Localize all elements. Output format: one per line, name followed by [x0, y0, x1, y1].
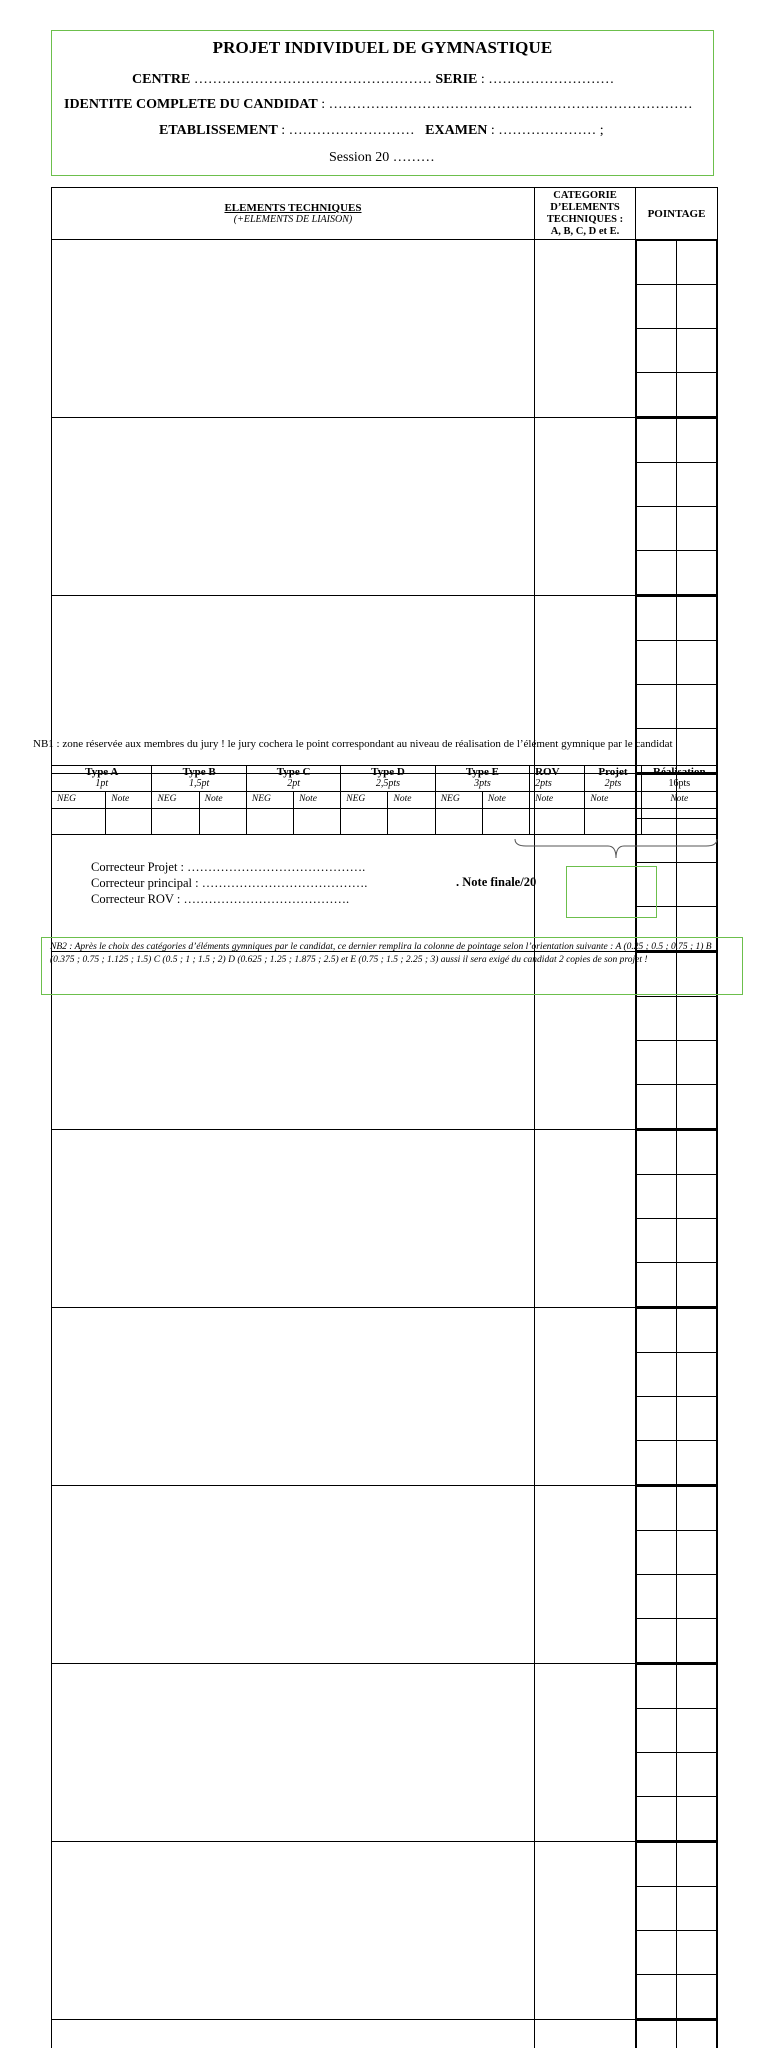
- pointage-checkbox[interactable]: [637, 1575, 677, 1619]
- type-e-neg-cell[interactable]: [435, 808, 482, 834]
- pointage-checkbox[interactable]: [677, 1931, 717, 1975]
- rov-header: ROV 2pts: [530, 766, 585, 792]
- note-finale-label: . Note finale/20: [456, 875, 536, 890]
- projet-header: Projet 2pts: [585, 766, 641, 792]
- pointage-checkbox[interactable]: [637, 1709, 677, 1753]
- pointage-header: POINTAGE: [636, 188, 718, 240]
- pointage-checkbox[interactable]: [637, 641, 677, 685]
- pointage-checkbox[interactable]: [677, 1975, 717, 2019]
- correcteur-projet-line[interactable]: Correcteur Projet : …………………………………….: [91, 860, 365, 875]
- identite-field[interactable]: : ……………………………………………………………………: [321, 97, 692, 112]
- pointage-checkbox[interactable]: [677, 463, 717, 507]
- pointage-checkbox[interactable]: [677, 1397, 717, 1441]
- elements-header: [52, 188, 535, 240]
- pointage-checkbox[interactable]: [677, 1575, 717, 1619]
- pointage-checkbox[interactable]: [637, 463, 677, 507]
- pointage-checkbox[interactable]: [677, 1085, 717, 1129]
- elements-header-sub: (+ELEMENTS DE LIAISON): [52, 214, 534, 225]
- pointage-checkbox[interactable]: [637, 1531, 677, 1575]
- correcteur-principal-line[interactable]: [91, 876, 367, 891]
- pointage-checkbox[interactable]: [637, 1843, 677, 1887]
- categorie-header-line: TECHNIQUES :: [535, 214, 635, 226]
- pointage-checkbox[interactable]: [677, 1353, 717, 1397]
- nb2-box: [41, 937, 743, 995]
- pointage-checkbox[interactable]: [677, 2021, 717, 2048]
- serie-field[interactable]: : ………………………: [481, 72, 614, 87]
- pointage-checkbox[interactable]: [637, 1085, 677, 1129]
- pointage-checkbox[interactable]: [637, 1753, 677, 1797]
- pointage-checkbox[interactable]: [637, 1797, 677, 1841]
- element-cell[interactable]: [52, 240, 535, 418]
- serie-label: SERIE: [435, 72, 477, 87]
- type-a-header: Type A 1pt: [52, 766, 152, 792]
- pointage-checkbox[interactable]: [637, 685, 677, 729]
- element-cell[interactable]: [52, 1308, 535, 1486]
- pointage-checkbox[interactable]: [677, 373, 717, 417]
- categorie-header-line: A, B, C, D et E.: [535, 226, 635, 238]
- pointage-checkbox[interactable]: [637, 1131, 677, 1175]
- type-d-note-label: Note: [388, 792, 435, 808]
- pointage-grid: [636, 1130, 717, 1307]
- categorie-cell[interactable]: [535, 418, 636, 596]
- nb2-note: NB2 : Après le choix des catégories d’éléments gymniques par le candidat, ce dernier remplira la colonne de pointage selon l’orientation suivante : A (0.25 ; 0.5 ; 0.75 ; 1) B (0.375 ; 0.75 ; 1.125 ; 1.5) C (0.5 ; 1 ; 1.5 ; 2) D (0.625 ; 1.25 ; 1.875 ; 2.5) et E (0.75 ; 1.5 ; 2.25 ; 3) aussi il sera exigé du candidat 2 copies de son projet !: [50, 942, 712, 965]
- pointage-checkbox[interactable]: [677, 1263, 717, 1307]
- pointage-checkbox[interactable]: [677, 285, 717, 329]
- pointage-cell: [636, 2020, 718, 2048]
- etablissement-label: ETABLISSEMENT: [159, 123, 278, 138]
- pointage-checkbox[interactable]: [677, 1309, 717, 1353]
- correcteur-principal-label: Correcteur principal: [91, 876, 192, 890]
- pointage-checkbox[interactable]: [637, 1263, 677, 1307]
- pointage-checkbox[interactable]: [677, 1219, 717, 1263]
- pointage-cell: [636, 1130, 718, 1308]
- technical-element-row: [52, 240, 718, 418]
- pointage-checkbox[interactable]: [677, 507, 717, 551]
- type-b-neg-cell[interactable]: [152, 808, 199, 834]
- pointage-cell: [636, 1308, 718, 1486]
- pointage-checkbox[interactable]: [677, 1887, 717, 1931]
- nb1-note: NB1 : zone réservée aux membres du jury ! le jury cochera le point correspondant au niveau de réalisation de l’élément gymnique par le candidat: [33, 738, 673, 750]
- technical-element-row: [52, 1842, 718, 2020]
- type-b-note-cell[interactable]: [199, 808, 246, 834]
- header-box: [51, 30, 714, 176]
- elements-header-label: ELEMENTS TECHNIQUES: [52, 202, 534, 214]
- pointage-checkbox[interactable]: [637, 1309, 677, 1353]
- realisation-note-cell[interactable]: [641, 808, 717, 834]
- pointage-checkbox[interactable]: [677, 1131, 717, 1175]
- realisation-note-label: Note: [641, 792, 717, 808]
- pointage-checkbox[interactable]: [677, 1441, 717, 1485]
- pointage-checkbox[interactable]: [637, 1887, 677, 1931]
- pointage-cell: [636, 418, 718, 596]
- type-d-neg-label: NEG: [341, 792, 388, 808]
- pointage-checkbox[interactable]: [637, 1975, 677, 2019]
- pointage-checkbox[interactable]: [637, 1041, 677, 1085]
- pointage-checkbox[interactable]: [637, 997, 677, 1041]
- pointage-checkbox[interactable]: [637, 507, 677, 551]
- type-c-neg-cell[interactable]: [246, 808, 293, 834]
- examen-field[interactable]: : ………………… ;: [491, 123, 604, 138]
- pointage-cell: [636, 1486, 718, 1664]
- element-cell[interactable]: [52, 2020, 535, 2048]
- pointage-grid: [636, 1308, 717, 1485]
- type-c-neg-label: NEG: [246, 792, 293, 808]
- type-b-note-label: Note: [199, 792, 246, 808]
- pointage-checkbox[interactable]: [677, 641, 717, 685]
- pointage-checkbox[interactable]: [677, 551, 717, 595]
- type-c-header: Type C 2pt: [246, 766, 340, 792]
- type-c-note-label: Note: [294, 792, 341, 808]
- centre-line: [132, 72, 614, 88]
- pointage-checkbox[interactable]: [677, 1665, 717, 1709]
- pointage-checkbox[interactable]: [637, 373, 677, 417]
- technical-element-row: [52, 418, 718, 596]
- pointage-checkbox[interactable]: [677, 329, 717, 373]
- type-e-neg-label: NEG: [435, 792, 482, 808]
- pointage-checkbox[interactable]: [637, 597, 677, 641]
- pointage-checkbox[interactable]: [637, 285, 677, 329]
- type-c-note-cell[interactable]: [294, 808, 341, 834]
- categorie-cell[interactable]: [535, 1130, 636, 1308]
- pointage-checkbox[interactable]: [677, 1487, 717, 1531]
- element-cell[interactable]: [52, 418, 535, 596]
- type-a-neg-label: NEG: [52, 792, 106, 808]
- type-b-header: Type B 1,5pt: [152, 766, 246, 792]
- pointage-grid: [636, 1486, 717, 1663]
- element-cell[interactable]: [52, 1486, 535, 1664]
- pointage-checkbox[interactable]: [677, 1797, 717, 1841]
- pointage-checkbox[interactable]: [677, 685, 717, 729]
- categorie-header-line: D’ELEMENTS: [535, 202, 635, 214]
- identite-label: IDENTITE COMPLETE DU CANDIDAT: [64, 97, 318, 112]
- pointage-checkbox[interactable]: [677, 1753, 717, 1797]
- technical-element-row: [52, 1130, 718, 1308]
- pointage-checkbox[interactable]: [637, 1397, 677, 1441]
- correcteur-rov-line[interactable]: Correcteur ROV : ………………………………….: [91, 892, 349, 907]
- pointage-cell: [636, 1664, 718, 1842]
- etablissement-field[interactable]: : ………………………: [281, 123, 414, 138]
- pointage-checkbox[interactable]: [677, 241, 717, 285]
- pointage-grid: [636, 418, 717, 595]
- technical-element-row: [52, 2020, 718, 2048]
- element-cell[interactable]: [52, 1130, 535, 1308]
- rov-note-cell[interactable]: [530, 808, 585, 834]
- pointage-checkbox[interactable]: [677, 997, 717, 1041]
- pointage-checkbox[interactable]: [637, 2021, 677, 2048]
- pointage-checkbox[interactable]: [637, 329, 677, 373]
- categorie-header: [535, 188, 636, 240]
- projet-note-label: Note: [585, 792, 641, 808]
- pointage-checkbox[interactable]: [677, 419, 717, 463]
- centre-label: CENTRE: [132, 72, 190, 87]
- examen-label: EXAMEN: [425, 123, 487, 138]
- type-e-note-label: Note: [482, 792, 529, 808]
- pointage-checkbox[interactable]: [637, 241, 677, 285]
- categorie-cell[interactable]: [535, 1664, 636, 1842]
- identite-line: [64, 97, 693, 113]
- pointage-grid: [636, 1842, 717, 2019]
- pointage-checkbox[interactable]: [677, 1619, 717, 1663]
- pointage-checkbox[interactable]: [637, 1487, 677, 1531]
- etablissement-line: [159, 123, 604, 139]
- pointage-checkbox[interactable]: [637, 1175, 677, 1219]
- technical-element-row: [52, 1664, 718, 1842]
- correcteur-principal-field[interactable]: : ………………………………….: [192, 876, 367, 890]
- type-a-neg-cell[interactable]: [52, 808, 106, 834]
- technical-elements-table: [51, 187, 718, 2048]
- pointage-checkbox[interactable]: [637, 1931, 677, 1975]
- pointage-grid: [636, 1664, 717, 1841]
- pointage-cell: [636, 1842, 718, 2020]
- categorie-cell[interactable]: [535, 1308, 636, 1486]
- session-field[interactable]: ………: [393, 150, 435, 165]
- realisation-header: Réalisation 16pts: [641, 766, 717, 792]
- type-a-note-label: Note: [106, 792, 152, 808]
- type-d-header: Type D 2,5pts: [341, 766, 435, 792]
- pointage-checkbox[interactable]: [677, 1175, 717, 1219]
- pointage-grid: [636, 240, 717, 417]
- session-label: Session 20: [329, 150, 389, 165]
- technical-element-row: [52, 1486, 718, 1664]
- pointage-checkbox[interactable]: [637, 419, 677, 463]
- pointage-checkbox[interactable]: [637, 1219, 677, 1263]
- session-line: [329, 150, 435, 166]
- pointage-checkbox[interactable]: [677, 863, 717, 907]
- projet-note-cell[interactable]: [585, 808, 641, 834]
- pointage-checkbox[interactable]: [677, 597, 717, 641]
- type-d-neg-cell[interactable]: [341, 808, 388, 834]
- technical-element-row: [52, 1308, 718, 1486]
- pointage-checkbox[interactable]: [637, 1665, 677, 1709]
- categorie-header-line: CATEGORIE: [535, 190, 635, 202]
- rov-note-label: Note: [530, 792, 585, 808]
- categorie-cell[interactable]: [535, 240, 636, 418]
- type-b-neg-label: NEG: [152, 792, 199, 808]
- type-e-header: Type E 3pts: [435, 766, 529, 792]
- note-finale-box[interactable]: [566, 866, 657, 918]
- type-d-note-cell[interactable]: [388, 808, 435, 834]
- pointage-cell: [636, 240, 718, 418]
- pointage-checkbox[interactable]: [677, 1843, 717, 1887]
- categorie-cell[interactable]: [535, 1486, 636, 1664]
- pointage-checkbox[interactable]: [637, 551, 677, 595]
- type-e-note-cell[interactable]: [482, 808, 529, 834]
- pointage-checkbox[interactable]: [637, 1353, 677, 1397]
- pointage-checkbox[interactable]: [637, 1441, 677, 1485]
- pointage-checkbox[interactable]: [677, 1041, 717, 1085]
- element-cell[interactable]: [52, 1842, 535, 2020]
- element-cell[interactable]: [52, 1664, 535, 1842]
- pointage-checkbox[interactable]: [677, 1531, 717, 1575]
- pointage-checkbox[interactable]: [677, 1709, 717, 1753]
- categorie-cell[interactable]: [535, 1842, 636, 2020]
- type-a-note-cell[interactable]: [106, 808, 152, 834]
- centre-field[interactable]: ……………………………………………: [194, 72, 432, 87]
- pointage-checkbox[interactable]: [637, 1619, 677, 1663]
- categorie-cell[interactable]: [535, 2020, 636, 2048]
- score-table: [51, 765, 718, 835]
- pointage-grid: [636, 2020, 717, 2048]
- curly-brace-icon: [514, 838, 718, 860]
- document-title: PROJET INDIVIDUEL DE GYMNASTIQUE: [52, 38, 713, 58]
